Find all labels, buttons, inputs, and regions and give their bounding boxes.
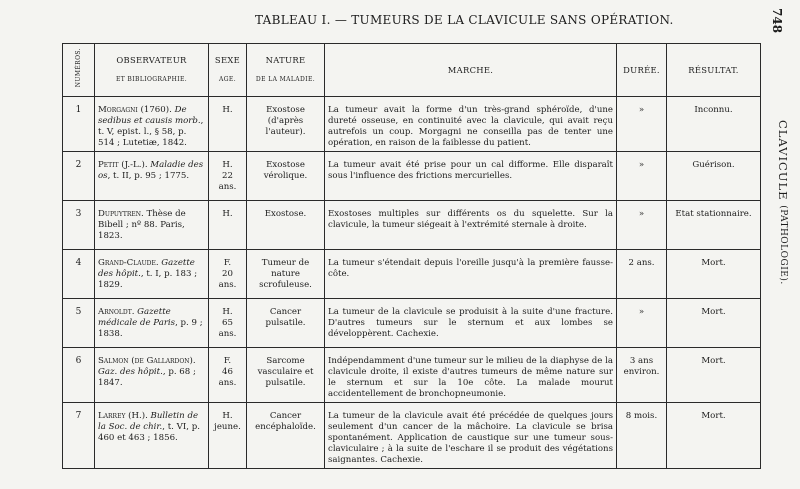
row-nature: Exostose. xyxy=(247,201,325,250)
header-sexe xyxy=(209,44,247,97)
row-work: De sedibus et causis morb. xyxy=(98,105,201,126)
row-work: Gaz. des hôpit. xyxy=(98,367,163,377)
row-reference: , t. I, p. 183 ; 1829. xyxy=(98,269,198,290)
row-resultat: Inconnu. xyxy=(667,97,761,152)
row-reference: , p. 9 ; 1838. xyxy=(98,318,203,339)
row-author: Arnoldt. xyxy=(98,307,135,317)
row-sex: H. xyxy=(222,411,233,421)
row-sexe xyxy=(209,152,247,201)
row-sexe xyxy=(209,299,247,348)
row-sexe xyxy=(209,348,247,403)
row-sex: H. xyxy=(222,307,233,317)
row-resultat: Mort. xyxy=(667,299,761,348)
row-nature: Exostose (d'après l'auteur). xyxy=(247,97,325,152)
row-number: 2 xyxy=(63,152,95,201)
table-header-row xyxy=(63,44,761,97)
row-marche: Indépendamment d'une tumeur sur le milieu de la diaphyse de la clavicule droite, il existe d'autres tumeurs de même nature sur le sternum et sur la 10e côte. La malade mourut accidentellement de bronchopneumonie. xyxy=(325,348,617,403)
row-duree: » xyxy=(617,201,667,250)
row-observateur xyxy=(95,403,209,469)
row-age: 20 ans. xyxy=(218,269,237,290)
row-nature: Tumeur de nature scrofuleuse. xyxy=(247,250,325,299)
table-row xyxy=(63,201,761,250)
side-heading xyxy=(776,120,790,350)
row-duree: 3 ans environ. xyxy=(617,348,667,403)
row-number: 3 xyxy=(63,201,95,250)
row-nature: Exostose vérolique. xyxy=(247,152,325,201)
row-duree: » xyxy=(617,152,667,201)
row-observateur xyxy=(95,201,209,250)
row-age: 22 ans. xyxy=(218,171,237,192)
row-reference: , t. V, epist. l., § 58, p. 514 ; Lutetiæ, 1842. xyxy=(98,116,204,148)
row-marche: La tumeur s'étendait depuis l'oreille jusqu'à la première fausse-côte. xyxy=(325,250,617,299)
header-observateur-label: OBSERVATEUR xyxy=(116,55,187,65)
row-resultat: Mort. xyxy=(667,250,761,299)
table-row xyxy=(63,250,761,299)
header-observateur-sub: ET BIBLIOGRAPHIE. xyxy=(115,76,188,83)
header-marche xyxy=(325,44,617,97)
row-sex: F. xyxy=(223,258,232,268)
row-reference: Thèse de Bibell ; nº 88. Paris, 1823. xyxy=(98,209,186,241)
row-sex: H. xyxy=(222,105,233,115)
row-sexe xyxy=(209,250,247,299)
row-marche: La tumeur de la clavicule avait été précédée de quelques jours seulement d'un cancer de la mâchoire. La clavicule se brisa spontanément. Application de caustique sur une tumeur sous-claviculaire ; à la suite de l'eschare il se produit des végétations saignantes. Cachexie. xyxy=(325,403,617,469)
row-author: Salmon (de Gallardon). xyxy=(98,356,196,366)
header-resultat xyxy=(667,44,761,97)
row-resultat: Guérison. xyxy=(667,152,761,201)
row-work: Bulletin de la Soc. de chir. xyxy=(98,411,199,432)
header-resultat-label: RÉSULTAT. xyxy=(688,64,739,75)
row-sexe xyxy=(209,201,247,250)
page-title: TABLEAU I. — TUMEURS DE LA CLAVICULE SANS OPÉRATION. xyxy=(255,13,674,27)
header-nature-label: NATURE xyxy=(265,55,306,65)
row-sexe xyxy=(209,97,247,152)
header-numeros xyxy=(63,44,95,97)
table-row xyxy=(63,348,761,403)
tumours-table xyxy=(62,43,761,469)
row-duree: » xyxy=(617,299,667,348)
table-row xyxy=(63,152,761,201)
row-marche: La tumeur de la clavicule se produisit à la suite d'une fracture. D'autres tumeurs sur le sternum et aux lombes se développèrent. Cachexie. xyxy=(325,299,617,348)
header-nature-sub: DE LA MALADIE. xyxy=(255,76,316,83)
header-marche-label: MARCHE. xyxy=(447,64,494,75)
row-author: Morgagni (1760). xyxy=(98,105,172,115)
side-heading-sub: (PATHOLOGIE). xyxy=(778,205,788,285)
header-sexe-sub: AGE. xyxy=(218,76,236,83)
row-observateur xyxy=(95,348,209,403)
row-age: 65 ans. xyxy=(218,318,237,339)
side-heading-main: CLAVICULE xyxy=(776,120,790,201)
row-nature: Cancer encéphaloïde. xyxy=(247,403,325,469)
row-work: Gazette médicale de Paris xyxy=(98,307,176,328)
row-resultat: Mort. xyxy=(667,348,761,403)
header-observateur xyxy=(95,44,209,97)
row-author: Grand-Claude. xyxy=(98,258,159,268)
row-age: jeune. xyxy=(214,422,241,432)
row-reference: , t. VI, p. 460 et 463 ; 1856. xyxy=(98,422,200,443)
table-row xyxy=(63,403,761,469)
row-sex: H. xyxy=(222,160,233,170)
row-work: Maladie des os xyxy=(98,160,204,181)
row-age: 46 ans. xyxy=(218,367,237,388)
row-observateur xyxy=(95,152,209,201)
row-nature: Sarcome vasculaire et pulsatile. xyxy=(247,348,325,403)
table-row xyxy=(63,97,761,152)
row-number: 5 xyxy=(63,299,95,348)
row-author: Larrey (H.). xyxy=(98,411,148,421)
row-marche: La tumeur avait été prise pour un cal difforme. Elle disparaît sous l'influence des frictions mercurielles. xyxy=(325,152,617,201)
row-resultat: Mort. xyxy=(667,403,761,469)
row-number: 4 xyxy=(63,250,95,299)
row-number: 7 xyxy=(63,403,95,469)
row-work: Gazette des hôpit. xyxy=(98,258,195,279)
row-duree: » xyxy=(617,97,667,152)
row-duree: 2 ans. xyxy=(617,250,667,299)
page-number: 748 xyxy=(770,8,784,34)
header-sexe-label: SEXE xyxy=(214,55,241,65)
row-resultat: Etat stationnaire. xyxy=(667,201,761,250)
row-sex: F. xyxy=(223,356,232,366)
row-observateur xyxy=(95,250,209,299)
row-number: 1 xyxy=(63,97,95,152)
header-duree-label: DURÉE. xyxy=(623,64,660,75)
header-numeros-label: NUMÉROS. xyxy=(75,48,82,88)
row-duree: 8 mois. xyxy=(617,403,667,469)
row-author: Dupuytren. xyxy=(98,209,144,219)
row-observateur xyxy=(95,97,209,152)
row-marche: La tumeur avait la forme d'un très-grand sphéroïde, d'une dureté osseuse, en continuité avec la clavicule, qui avait reçu autrefois un coup. Morgagni ne conseilla pas de tenter une opération, en raison de la faiblesse du patient. xyxy=(325,97,617,152)
row-nature: Cancer pulsatile. xyxy=(247,299,325,348)
row-marche: Exostoses multiples sur différents os du squelette. Sur la clavicule, la tumeur siégeait à l'extrémité sternale à droite. xyxy=(325,201,617,250)
table-row xyxy=(63,299,761,348)
row-author: Petit (J.-L.). xyxy=(98,160,148,170)
row-reference: , p. 68 ; 1847. xyxy=(98,367,196,388)
row-sex: H. xyxy=(222,209,233,219)
row-number: 6 xyxy=(63,348,95,403)
row-reference: , t. II, p. 95 ; 1775. xyxy=(107,171,190,181)
row-sexe xyxy=(209,403,247,469)
header-duree xyxy=(617,44,667,97)
header-nature xyxy=(247,44,325,97)
row-observateur xyxy=(95,299,209,348)
